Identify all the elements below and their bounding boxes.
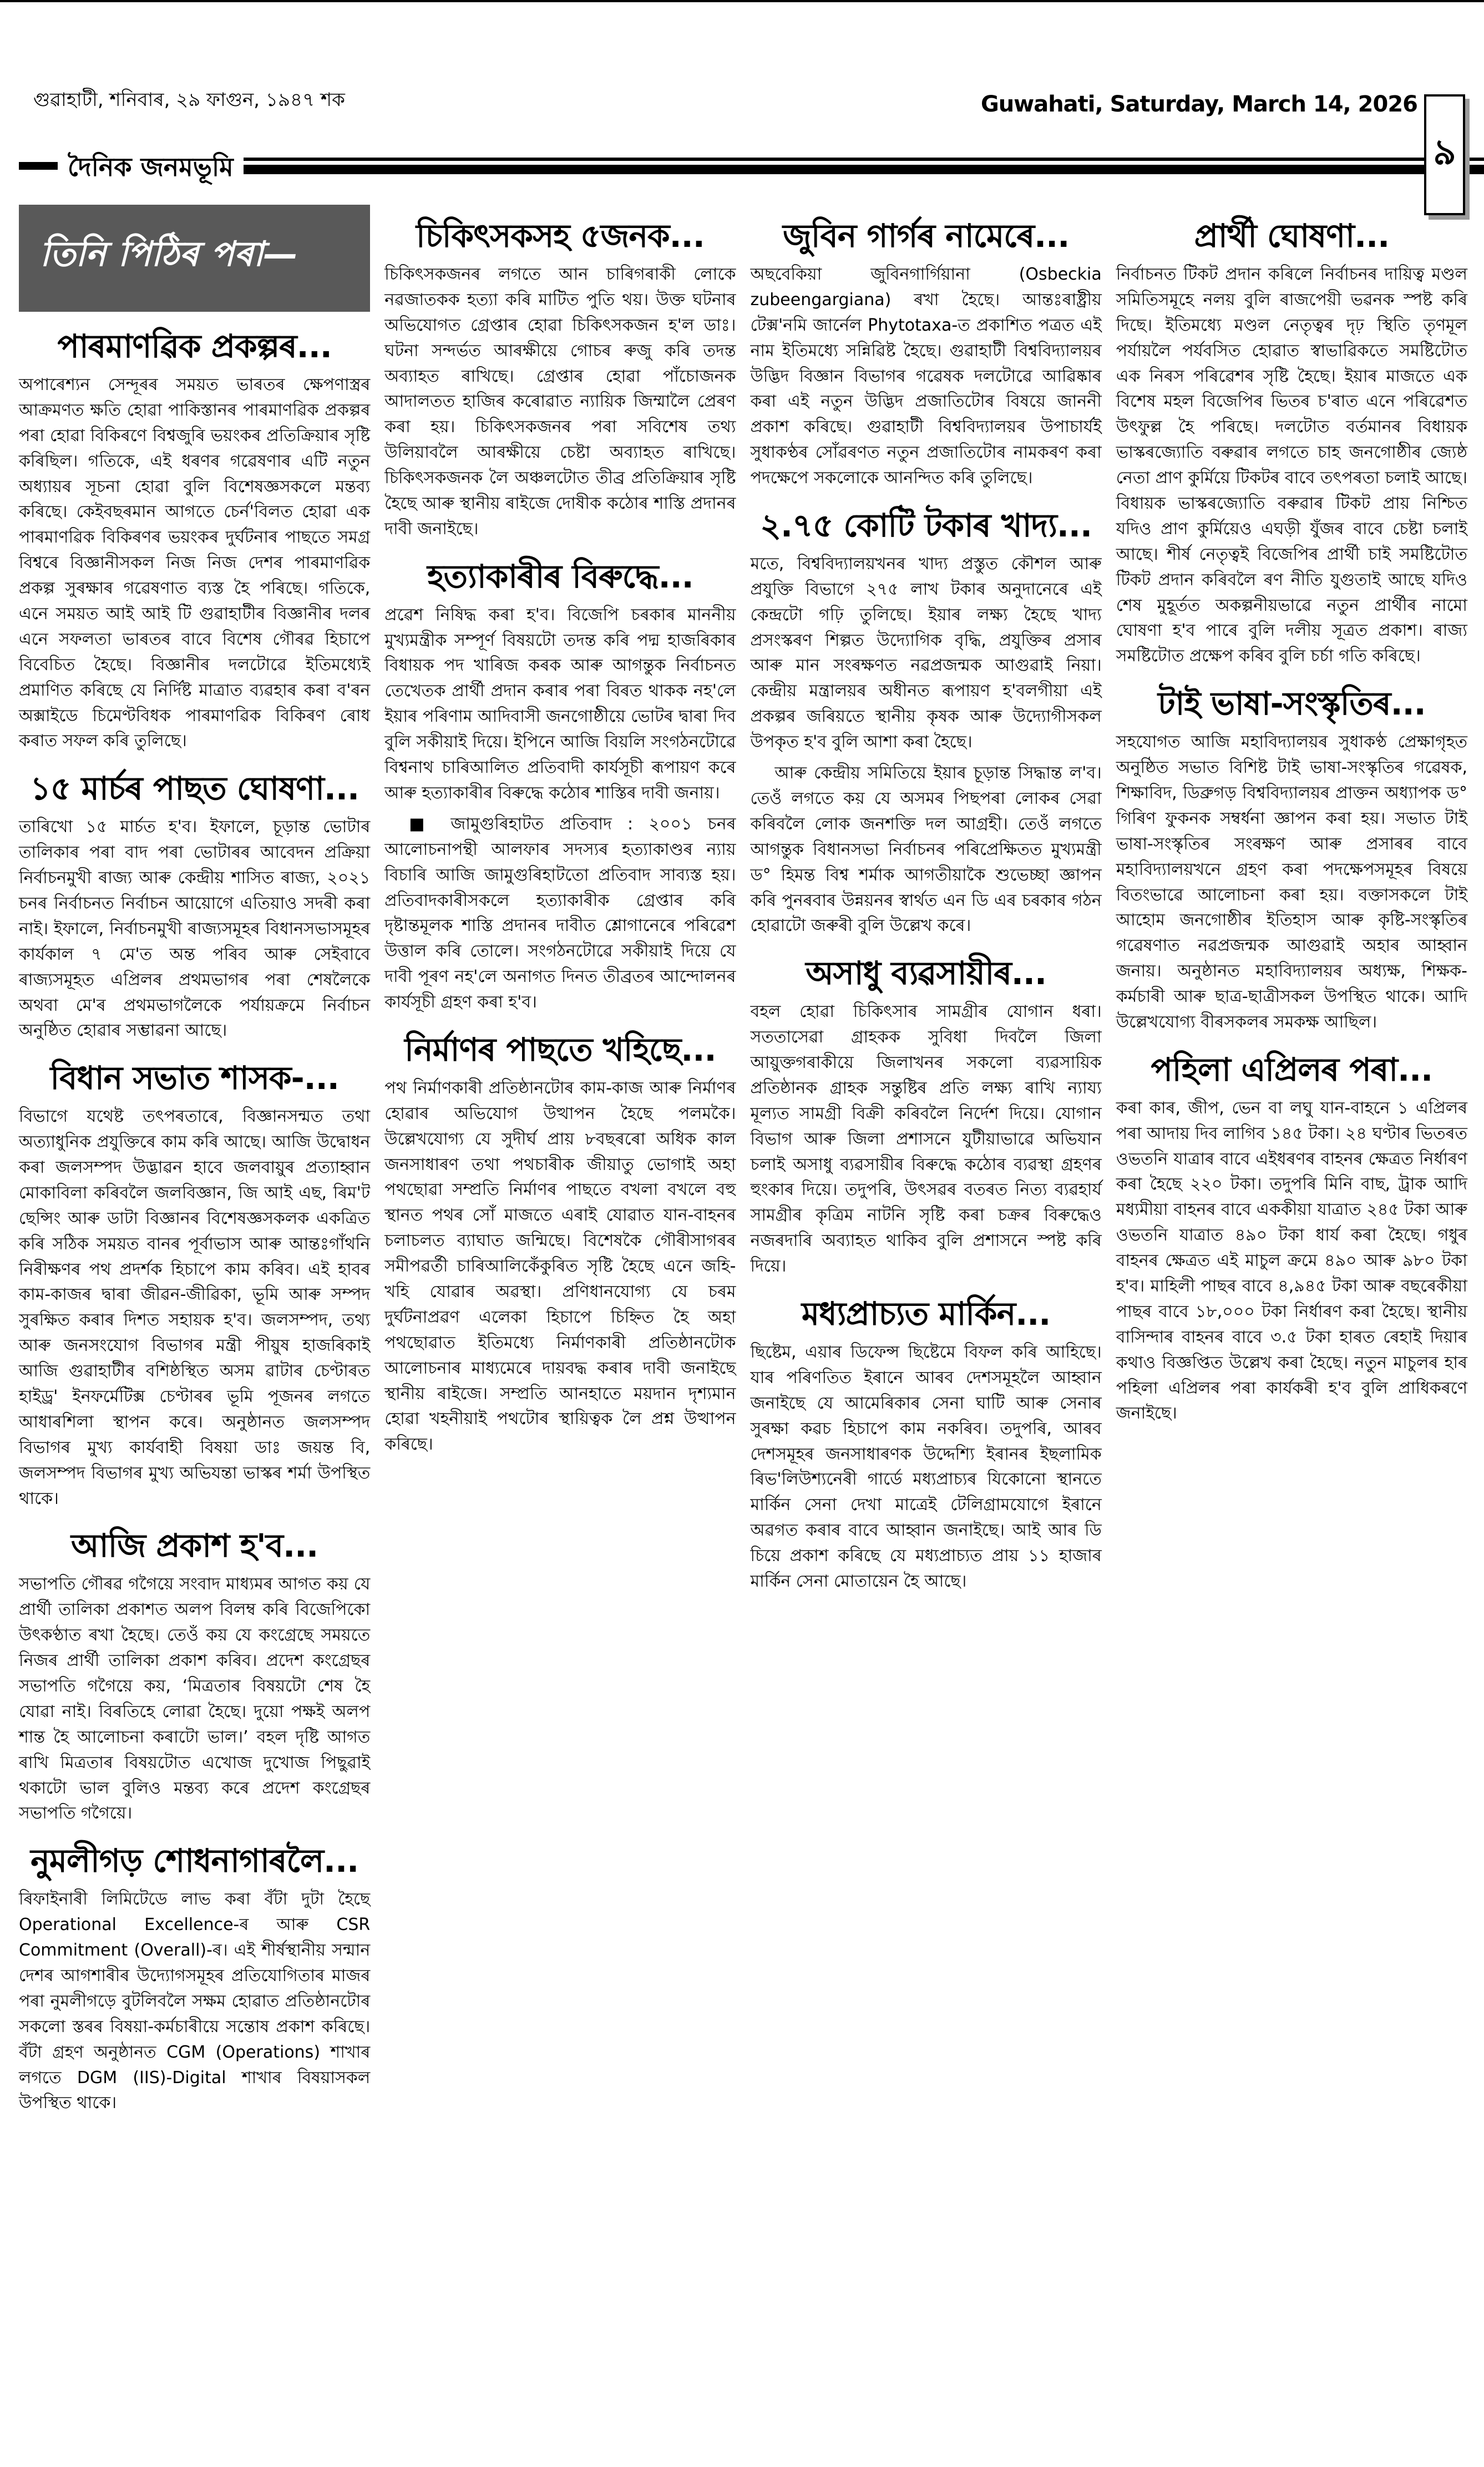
masthead-dash-left	[19, 162, 58, 170]
article	[19, 1528, 370, 1826]
article	[751, 955, 1102, 1279]
page-number: ৯	[1433, 131, 1456, 173]
article-headline: জুবিন গাৰ্গৰ নামেৰে...	[782, 217, 1070, 255]
article-paragraph: কৰা কাৰ, জীপ, ভেন বা লঘু যান-বাহনে ১ এপ্ৰিলৰ পৰা আদায় দিব লাগিব ১৪৫ টকা। ২৪ ঘণ্টাৰ ভিতৰত ওভতনি যাত্ৰাৰ বাবে এইধৰণৰ বাহনৰ ক্ষেত্ৰত নিৰ্ধাৰণ কৰা হৈছে ২২০ টকা। তদুপৰি মিনি বাছ, ট্ৰাক আদি মধ্যমীয়া বাহনৰ বাবে এককীয়া যাত্ৰাত ২৪৫ টকা আৰু ওভতনি যাত্ৰাত ৪৯০ টকা ধাৰ্য কৰা হৈছে। গধুৰ বাহনৰ ক্ষেত্ৰত এই মাচুল ক্ৰমে ৪৯০ আৰু ৯৮০ টকা হ'ব। মাহিলী পাছৰ বাবে ৪,৯৪৫ টকা আৰু বছৰেকীয়া পাছৰ বাবে ১৮,০০০ টকা নিৰ্ধাৰণ কৰা হৈছে। স্থানীয় বাসিন্দাৰ বাহনৰ বাবে ৩.৫ টকা হাৰত ৰেহাই দিয়াৰ কথাও বিজ্ঞপ্তিত উল্লেখ কৰা হৈছে। নতুন মাচুলৰ হাৰ পহিলা এপ্ৰিলৰ পৰা কাৰ্যকৰী হ'ব বুলি প্ৰাধিকৰণে জনাইছে।	[1116, 1098, 1467, 1424]
article-paragraph: আৰু কেন্দ্ৰীয় সমিতিয়ে ইয়াৰ চূড়ান্ত সিদ্ধান্ত ল'ব। তেওঁ লগতে কয় যে অসমৰ পিছপৰা লোকৰ সেৱা কৰিবলৈ লোক জনশক্তি দল আগ্ৰহী। তেওঁ লগতে আগন্তুক বিধানসভা নিৰ্বাচনৰ পৰিপ্ৰেক্ষিতত মুখ্যমন্ত্ৰী ড° হিমন্ত বিশ্ব শৰ্মাক আগতীয়াকৈ শুভেচ্ছা জ্ঞাপন কৰি পুনৰবাৰ উন্নয়নৰ স্বাৰ্থত এন ডি এৰ চৰকাৰ গঠন হোৱাটো জৰুৰী বুলি উল্লেখ কৰে।	[750, 763, 1102, 936]
article-paragraph: বিভাগে যথেষ্ট তৎপৰতাৰে, বিজ্ঞানসন্মত তথা অত্যাধুনিক প্ৰযুক্তিৰে কাম কৰি আছে। আজি উদ্বোধন কৰা জলসম্পদ উদ্ভাৱন হাবে জলবায়ুৰ প্ৰত্যাহ্বান মোকাবিলা কৰিবলৈ জলবিজ্ঞান, জি আই এছ, ৰিম'ট ছেন্সিং আৰু ডাটা বিজ্ঞানৰ বিশেষজ্ঞসকলক একত্ৰিত কৰি সঠিক সময়ত বানৰ পূৰ্বাভাস আৰু আন্তঃগাঁথনি নিৰীক্ষণৰ পথ প্ৰদৰ্শক হিচাপে কাম কৰিব। এই হাবৰ কাম-কাজৰ দ্বাৰা জীৱন-জীৱিকা, ভূমি আৰু সম্পদ সুৰক্ষিত কৰাৰ দিশত সহায়ক হ'ব। জলসম্পদ, তথ্য আৰু জনসংযোগ বিভাগৰ মন্ত্ৰী পীয়ুষ হাজৰিকাই আজি গুৱাহাটীৰ বশিষ্ঠস্থিত অসম ৱাটাৰ চেণ্টাৰত হাইড্ৰ' ইনফৰ্মেটিক্স চেণ্টাৰৰ ভূমি পূজনৰ লগতে আধাৰশিলা স্থাপন কৰে। অনুষ্ঠানত জলসম্পদ বিভাগৰ মুখ্য কাৰ্যবাহী বিষয়া ডাঃ জয়ন্ত বি, জলসম্পদ বিভাগৰ মুখ্য অভিযন্তা ভাস্কৰ শৰ্মা উপস্থিত থাকে।	[19, 1107, 371, 1508]
article	[1116, 686, 1467, 1035]
article-paragraph: পথ নিৰ্মাণকাৰী প্ৰতিষ্ঠানটোৰ কাম-কাজ আৰু নিৰ্মাণৰ হোৱাৰ অভিযোগ উত্থাপন হৈছে পলমকৈ। উল্লেখযোগ্য যে সুদীৰ্ঘ প্ৰায় ৮বছৰৰো অধিক কাল জনসাধাৰণ তথা পথচাৰীক জীয়াতু ভোগাই অহা পথছোৱা সম্প্ৰতি নিৰ্মাণৰ পাছতে বখলা বখলে বহু স্থানত পথৰ সোঁ মাজতে এৰাই যোৱাত যান-বাহনৰ চলাচলত ব্যাঘাত জন্মিছে। বিশেষকৈ গৌৰীসাগৰৰ সমীপৱৰ্তী চাৰিআলিকেঁকুৰিত সৃষ্টি হৈছে এনে জহি-খহি যোৱাৰ অৱস্থা। প্ৰণিধানযোগ্য যে চৰম দুৰ্ঘটনাপ্ৰৱণ এলেকা হিচাপে চিহ্নিত হৈ অহা পথছোৱাত ইতিমধ্যে নিৰ্মাণকাৰী প্ৰতিষ্ঠানটোক আলোচনাৰ মাধ্যমেৰে দায়বদ্ধ কৰাৰ দাবী জনাইছে স্থানীয় ৰাইজে। সম্প্ৰতি আনহাতে ময়দান দৃশ্যমান হোৱা খহনীয়াই পথটোৰ স্থায়িত্বক লৈ প্ৰশ্ন উত্থাপন কৰিছে।	[384, 1078, 736, 1455]
article-paragraph: প্ৰৱেশ নিষিদ্ধ কৰা হ'ব। বিজেপি চৰকাৰ মাননীয় মুখ্যমন্ত্ৰীক সম্পূৰ্ণ বিষয়টো তদন্ত কৰি পদ্ম হাজৰিকাৰ বিধায়ক পদ খাৰিজ কৰক আৰু আগন্তুক নিৰ্বাচনত তেখেতক প্ৰাৰ্থী প্ৰদান কৰাৰ পৰা বিৰত থাকক নহ'লে ইয়াৰ পৰিণাম আদিবাসী জনগোষ্ঠীয়ে ভোটৰ দ্বাৰা দিব বুলি সকীয়াই দিয়ে। ইপিনে আজি বিয়লি সংগঠনটোৱে বিশ্বনাথ চাৰিআলিত প্ৰতিবাদী কাৰ্যসূচী ৰূপায়ণ কৰে আৰু হত্যাকাৰীৰ বিৰুদ্ধে কঠোৰ শাস্তিৰ দাবী জনায়।	[384, 605, 736, 803]
article-headline: আজি প্ৰকাশ হ'ব...	[71, 1527, 318, 1565]
column-1	[19, 201, 370, 2121]
article-headline: পহিলা এপ্ৰিলৰ পৰা...	[1151, 1050, 1433, 1088]
page-number-box	[1424, 94, 1465, 215]
article-paragraph: নিৰ্বাচনত টিকট প্ৰদান কৰিলে নিৰ্বাচনৰ দায়িত্ব মণ্ডল সমিতিসমূহে নলয় বুলি ৰাজপেয়ী ভৱনক স্পষ্ট কৰি দিছে। ইতিমধ্যে মণ্ডল নেতৃত্বৰ দৃঢ় স্থিতি তৃণমূল পৰ্যায়লৈ পৰ্যবসিত হোৱাত স্বাভাৱিকতে সমষ্টিটোত এক নিৰস পৰিৱেশৰ সৃষ্টি হৈছে। ইয়াৰ মাজতে এক বিশেষ মহল বিজেপিৰ ভিতৰ চ'ৰাত এনে পৰিৱেশত উৎফুল্ল হৈ পৰিছে। দলটোত বৰ্তমানৰ বিধায়ক ভাস্কৰজ্যোতি বৰুৱাৰ লগতে চাহ জনগোষ্ঠীৰ জ্যেষ্ঠ নেতা প্ৰাণ কুৰ্মিয়ে টিকটৰ বাবে তৎপৰতা চলাই আছে। বিধায়ক ভাস্কৰজ্যোতি বৰুৱাৰ টিকট প্ৰায় নিশ্চিত যদিও প্ৰাণ কুৰ্মিয়েও এঘড়ী যুঁজৰ বাবে চেষ্টা চলাই আছে। শীৰ্ষ নেতৃত্বই বিজেপিৰ প্ৰাৰ্থী চাই সমষ্টিটোত টিকট প্ৰদান কৰিবলৈ ৰণ নীতি যুগুতাই আছে যদিও শেষ মুহূৰ্তত অকল্পনীয়ভাৱে নতুন প্ৰাৰ্থীৰ নামো ঘোষণা হ'ব পাৰে বুলি দলীয় সূত্ৰত প্ৰকাশ। ৰাজ্য সমষ্টিটোত প্ৰক্ষেপ কৰিব বুলি চৰ্চা গতি কৰিছে।	[1116, 264, 1467, 666]
article	[19, 771, 370, 1043]
article-headline: টাই ভাষা-সংস্কৃতিৰ...	[1158, 685, 1426, 723]
article-headline: মধ্যপ্ৰাচ্যত মাৰ্কিন...	[801, 1295, 1051, 1333]
article-headline: বিধান সভাত শাসক-...	[50, 1059, 339, 1097]
article	[19, 1843, 370, 2116]
article-headline: ২.৭৫ কোটি টকাৰ খাদ্য...	[760, 506, 1092, 544]
column-2	[384, 201, 736, 2121]
article-paragraph: ছিষ্টেম, এয়াৰ ডিফেন্স ছিষ্টেমে বিফল কৰি আহিছে। যাৰ পৰিণতিত ইৰানে আৰব দেশসমূহলৈ আহ্বান জনাইছে যে আমেৰিকাৰ সেনা ঘাটি আৰু সেনাৰ সুৰক্ষা কৱচ হিচাপে কাম নকৰিব। তদুপৰি, আৰব দেশসমূহৰ জনসাধাৰণক উদ্দেশ্যি ইৰানৰ ইছলামিক ৰিভ'লিউশ্যনেৰী গাৰ্ডে মধ্যপ্ৰাচ্যৰ যিকোনো স্থানতে মাৰ্কিন সেনা দেখা মাত্ৰেই টেলিগ্ৰামযোগে ইৰানে অৱগত কৰাৰ বাবে আহ্বান জনাইছে। আই আৰ ডি চিয়ে প্ৰকাশ কৰিছে যে মধ্যপ্ৰাচ্যত প্ৰায় ১১ হাজাৰ মাৰ্কিন সেনা মোতায়েন হৈ আছে।	[750, 1342, 1102, 1591]
dateline-english: Guwahati, Saturday, March 14, 2026	[980, 92, 1417, 117]
article-columns	[0, 187, 1484, 2144]
article-headline: হত্যাকাৰীৰ বিৰুদ্ধে...	[427, 557, 693, 595]
article-paragraph: বহল হোৱা চিকিৎসাৰ সামগ্ৰীৰ যোগান ধৰা। সততাসেৱা গ্ৰাহকক সুবিধা দিবলৈ জিলা আয়ুক্তগৰাকীয়ে জিলাখনৰ সকলো ব্যৱসায়িক প্ৰতিষ্ঠানক গ্ৰাহক সন্তুষ্টিৰ প্ৰতি লক্ষ্য ৰাখি ন্যায্য মূল্যত সামগ্ৰী বিক্ৰী কৰিবলৈ নিৰ্দেশ দিয়ে। যোগান বিভাগ আৰু জিলা প্ৰশাসনে যুটীয়াভাৱে অভিযান চলাই অসাধু ব্যৱসায়ীৰ বিৰুদ্ধে কঠোৰ ব্যৱস্থা গ্ৰহণৰ হুংকাৰ দিয়ে। তদুপৰি, উৎসৱৰ বতৰত নিত্য ব্যৱহাৰ্য সামগ্ৰীৰ কৃত্ৰিম নাটনি সৃষ্টি কৰা চক্ৰৰ বিৰুদ্ধেও নজৰদাৰি অব্যাহত থাকিব বুলি প্ৰশাসনে স্পষ্ট কৰি দিয়ে।	[750, 1002, 1102, 1276]
article-headline: অসাধু ব্যৱসায়ীৰ...	[806, 954, 1046, 992]
article-paragraph: সহযোগত আজি মহাবিদ্যালয়ৰ সুধাকণ্ঠ প্ৰেক্ষাগৃহত অনুষ্ঠিত সভাত বিশিষ্ট টাই ভাষা-সংস্কৃতিৰ গৱেষক, শিক্ষাবিদ, ডিব্ৰুগড় বিশ্ববিদ্যালয়ৰ প্ৰাক্তন অধ্যাপক ড° গিৰিণ ফুকনক সম্বৰ্ধনা জ্ঞাপন কৰা হয়। সভাত টাই ভাষা-সংস্কৃতিৰ সংৰক্ষণ আৰু প্ৰসাৰৰ বাবে মহাবিদ্যালয়খনে গ্ৰহণ কৰা পদক্ষেপসমূহৰ বিষয়ে বিতংভাৱে আলোচনা কৰা হয়। বক্তাসকলে টাই আহোম জনগোষ্ঠীৰ ইতিহাস আৰু কৃষ্টি-সংস্কৃতিৰ গৱেষণাত নৱপ্ৰজন্মক আগুৱাই অহাৰ আহ্বান জনায়। অনুষ্ঠানত মহাবিদ্যালয়ৰ অধ্যক্ষ, শিক্ষক-কৰ্মচাৰী আৰু ছাত্ৰ-ছাত্ৰীসকল উপস্থিত থাকে। আদি উল্লেখযোগ্য বীৰসকলৰ সমকক্ষ আছিল।	[1116, 732, 1467, 1032]
page-header	[0, 2, 1484, 123]
article-headline: চিকিৎসকসহ ৫জনক...	[416, 217, 705, 255]
article	[384, 1032, 736, 1457]
article-paragraph: ৰিফাইনাৰী লিমিটেডে লাভ কৰা বঁটা দুটা হৈছে Operational Excellence-ৰ আৰু CSR Commitment (Overall)-ৰ। এই শীৰ্ষস্থানীয় সন্মান দেশৰ আগশাৰীৰ উদ্যোগসমূহৰ প্ৰতিযোগিতাৰ মাজৰ পৰা নুমলীগড়ে বুটলিবলৈ সক্ষম হোৱাত প্ৰতিষ্ঠানটোৰ সকলো স্তৰৰ বিষয়া-কৰ্মচাৰীয়ে সন্তোষ প্ৰকাশ কৰিছে। বঁটা গ্ৰহণ অনুষ্ঠানত CGM (Operations) শাখাৰ লগতে DGM (IIS)-Digital শাখাৰ বিষয়াসকল উপস্থিত থাকে।	[19, 1889, 371, 2113]
article-paragraph: অছবেকিয়া জুবিনগাৰ্গিয়ানা (Osbeckia zubeengargiana) ৰখা হৈছে। আন্তঃৰাষ্ট্ৰীয় টেক্স'নমি জাৰ্নেল Phytotaxa-ত প্ৰকাশিত পত্ৰত এই নাম ইতিমধ্যে সন্নিৱিষ্ট হৈছে। গুৱাহাটী বিশ্ববিদ্যালয়ৰ উদ্ভিদ বিজ্ঞান বিভাগৰ গৱেষক দলটোৱে আৱিষ্কাৰ কৰা এই নতুন উদ্ভিদ প্ৰজাতিটোৰ বিষয়ে জাননী প্ৰকাশ কৰিছে। গুৱাহাটী বিশ্ববিদ্যালয়ৰ উপাচাৰ্যই সুধাকণ্ঠৰ সোঁৱৰণত নতুন প্ৰজাতিটোৰ নামকৰণ কৰা পদক্ষেপে সকলোকে আনন্দিত কৰি তুলিছে।	[750, 264, 1102, 488]
article-paragraph: মতে, বিশ্ববিদ্যালয়খনৰ খাদ্য প্ৰস্তুত কৌশল আৰু প্ৰযুক্তি বিভাগে ২৭৫ লাখ টকাৰ অনুদানেৰে এই কেন্দ্ৰটো গঢ়ি তুলিছে। ইয়াৰ লক্ষ্য হৈছে খাদ্য প্ৰসংস্কৰণ শিল্পত উদ্যোগিক বৃদ্ধি, প্ৰযুক্তিৰ প্ৰসাৰ আৰু মান সংৰক্ষণত নৱপ্ৰজন্মক আগুৱাই নিয়া। কেন্দ্ৰীয় মন্ত্ৰালয়ৰ অধীনত ৰূপায়ণ হ'বলগীয়া এই প্ৰকল্পৰ জৰিয়তে স্থানীয় কৃষক আৰু উদ্যোগীসকল উপকৃত হ'ব বুলি আশা কৰা হৈছে।	[750, 554, 1102, 752]
column-3	[751, 201, 1102, 2121]
article-paragraph: সভাপতি গৌৰৱ গগৈয়ে সংবাদ মাধ্যমৰ আগত কয় যে প্ৰাৰ্থী তালিকা প্ৰকাশত অলপ বিলম্ব কৰি বিজেপিকো উৎকণ্ঠাত ৰখা হৈছে। তেওঁ কয় যে কংগ্ৰেছে সময়তে নিজৰ প্ৰাৰ্থী তালিকা প্ৰকাশ কৰিব। প্ৰদেশ কংগ্ৰেছৰ সভাপতি গগৈয়ে কয়, ‘মিত্ৰতাৰ বিষয়টো শেষ হৈ যোৱা নাই। বিৰতিহে লোৱা হৈছে। দুয়ো পক্ষই অলপ শান্ত হৈ আলোচনা কৰাটো ভাল।’ বহল দৃষ্টি আগত ৰাখি মিত্ৰতাৰ বিষয়টোত এখোজ দুখোজ পিছুৱাই থকাটো ভাল বুলিও মন্তব্য কৰে প্ৰদেশ কংগ্ৰেছৰ সভাপতি গগৈয়ে।	[19, 1574, 371, 1823]
article	[384, 559, 736, 1015]
article	[751, 1296, 1102, 1594]
article-headline: প্ৰাৰ্থী ঘোষণা...	[1194, 217, 1390, 255]
column-4	[1116, 201, 1467, 2121]
article-headline: ১৫ মাৰ্চৰ পাছত ঘোষণা...	[30, 769, 359, 808]
article	[19, 1060, 370, 1511]
article-paragraph: চিকিৎসকজনৰ লগতে আন চাৰিগৰাকী লোকে নৱজাতকক হত্যা কৰি মাটিত পুতি থয়। উক্ত ঘটনাৰ অভিযোগত গ্ৰেপ্তাৰ হোৱা চিকিৎসকজন হ'ল ডাঃ। ঘটনা সন্দৰ্ভত আৰক্ষীয়ে গোচৰ ৰুজু কৰি তদন্ত অব্যাহত ৰাখিছে। গ্ৰেপ্তাৰ হোৱা পাঁচোজনক আদালতত হাজিৰ কৰোৱাত ন্যায়িক জিম্মালৈ প্ৰেৰণ কৰা হয়। চিকিৎসকজনৰ পৰা সবিশেষ তথ্য উলিয়াবলৈ আৰক্ষীয়ে চেষ্টা অব্যাহত ৰাখিছে। চিকিৎসকজনক লৈ অঞ্চলটোত তীব্ৰ প্ৰতিক্ৰিয়াৰ সৃষ্টি হৈছে আৰু স্থানীয় ৰাইজে দোষীক কঠোৰ শাস্তি প্ৰদানৰ দাবী জনাইছে।	[384, 264, 736, 539]
article-headline: নিৰ্মাণৰ পাছতে খহিছে...	[404, 1030, 716, 1068]
continuation-kicker: তিনি পিঠিৰ পৰা—	[19, 205, 370, 312]
article	[1116, 1052, 1467, 1427]
article-paragraph: অপাৰেশ্যন সেন্দূৰৰ সময়ত ভাৰতৰ ক্ষেপণাস্ত্ৰৰ আক্ৰমণত ক্ষতি হোৱা পাকিস্তানৰ পাৰমাণৱিক প্ৰকল্পৰ পৰা হোৱা বিকিৰণে বিশ্বজুৰি ভয়ংকৰ প্ৰতিক্ৰিয়াৰ সৃষ্টি কৰিছিল। গতিকে, এই ধৰণৰ গৱেষণাৰ এটি নতুন অধ্যায়ৰ সূচনা হোৱা বুলি বিশেষজ্ঞসকলে মন্তব্য কৰিছে। কেইবছৰমান আগতে চেৰ্ন'বিলত হোৱা এক পাৰমাণৱিক বিকিৰণৰ ভয়ংকৰ দুৰ্ঘটনাৰ পাছতে সমগ্ৰ বিশ্বৰে বিজ্ঞানীসকল নিজ নিজ দেশৰ পাৰমাণৱিক প্ৰকল্প সুৰক্ষাৰ গৱেষণাত ব্যস্ত হৈ পৰিছে। গতিকে, এনে সময়ত আই আই টি গুৱাহাটীৰ বিজ্ঞানীৰ দলৰ এনে সফলতা ভাৰতৰ বাবে বিশেষ গৌৰৱ হিচাপে বিবেচিত হৈছে। বিজ্ঞানীৰ দলটোৱে ইতিমধ্যেই প্ৰমাণিত কৰিছে যে নিৰ্দিষ্ট মাত্ৰাত ব্যৱহাৰ কৰা ব'ৰন অক্সাইডে চিমেণ্টবিধক পাৰমাণৱিক বিকিৰণ ৰোধ কৰাত সফল কৰি তুলিছে।	[19, 374, 371, 751]
masthead-rule	[244, 158, 1484, 174]
article-paragraph: ■ জামুগুৰিহাটত প্ৰতিবাদ : ২০০১ চনৰ আলোচনাপন্থী আলফাৰ সদস্যৰ হত্যাকাণ্ডৰ ন্যায় বিচাৰি আজি জামুগুৰিহাটতো প্ৰতিবাদ সাব্যস্ত হয়। প্ৰতিবাদকাৰীসকলে হত্যাকাৰীক গ্ৰেপ্তাৰ কৰি দৃষ্টান্তমূলক শাস্তি প্ৰদানৰ দাবীত শ্লোগানেৰে পৰিৱেশ উত্তাল কৰি তোলে। সংগঠনটোৱে সকীয়াই দিয়ে যে দাবী পূৰণ নহ'লে অনাগত দিনত তীব্ৰতৰ আন্দোলনৰ কাৰ্যসূচী গ্ৰহণ কৰা হ'ব।	[384, 814, 736, 1012]
article	[1116, 218, 1467, 669]
article	[751, 218, 1102, 491]
article-headline: পাৰমাণৱিক প্ৰকল্পৰ...	[57, 327, 332, 365]
article	[19, 328, 370, 754]
masthead-row	[0, 123, 1484, 187]
article	[751, 508, 1102, 939]
masthead-title: দৈনিক জনমভূমি	[68, 152, 234, 182]
article-headline: নুমলীগড় শোধনাগাৰলৈ...	[31, 1842, 359, 1880]
article	[384, 218, 736, 542]
dateline-assamese: গুৱাহাটী, শনিবাৰ, ২৯ ফাগুন, ১৯৪৭ শক	[33, 89, 345, 111]
article-paragraph: তাৰিখো ১৫ মাৰ্চত হ'ব। ইফালে, চূড়ান্ত ভোটাৰ তালিকাৰ পৰা বাদ পৰা ভোটাৰৰ আবেদন প্ৰক্ৰিয়া নিৰ্বাচনমুখী ৰাজ্য আৰু কেন্দ্ৰীয় শাসিত ৰাজ্য, ২০২১ চনৰ নিৰ্বাচনত নিৰ্বাচন আয়োগে এতিয়াও সদৰী কৰা নাই। ইফালে, নিৰ্বাচনমুখী ৰাজ্যসমূহৰ বিধানসভাসমূহৰ কাৰ্যকাল ৭ মে'ত অন্ত পৰিব আৰু সেইবাবে ৰাজ্যসমূহত এপ্ৰিলৰ প্ৰথমভাগৰ পৰা শেষলৈকে অথবা মে'ৰ প্ৰথমভাগলৈকে পৰ্যায়ক্ৰমে নিৰ্বাচন অনুষ্ঠিত হোৱাৰ সম্ভাৱনা আছে।	[19, 817, 371, 1041]
